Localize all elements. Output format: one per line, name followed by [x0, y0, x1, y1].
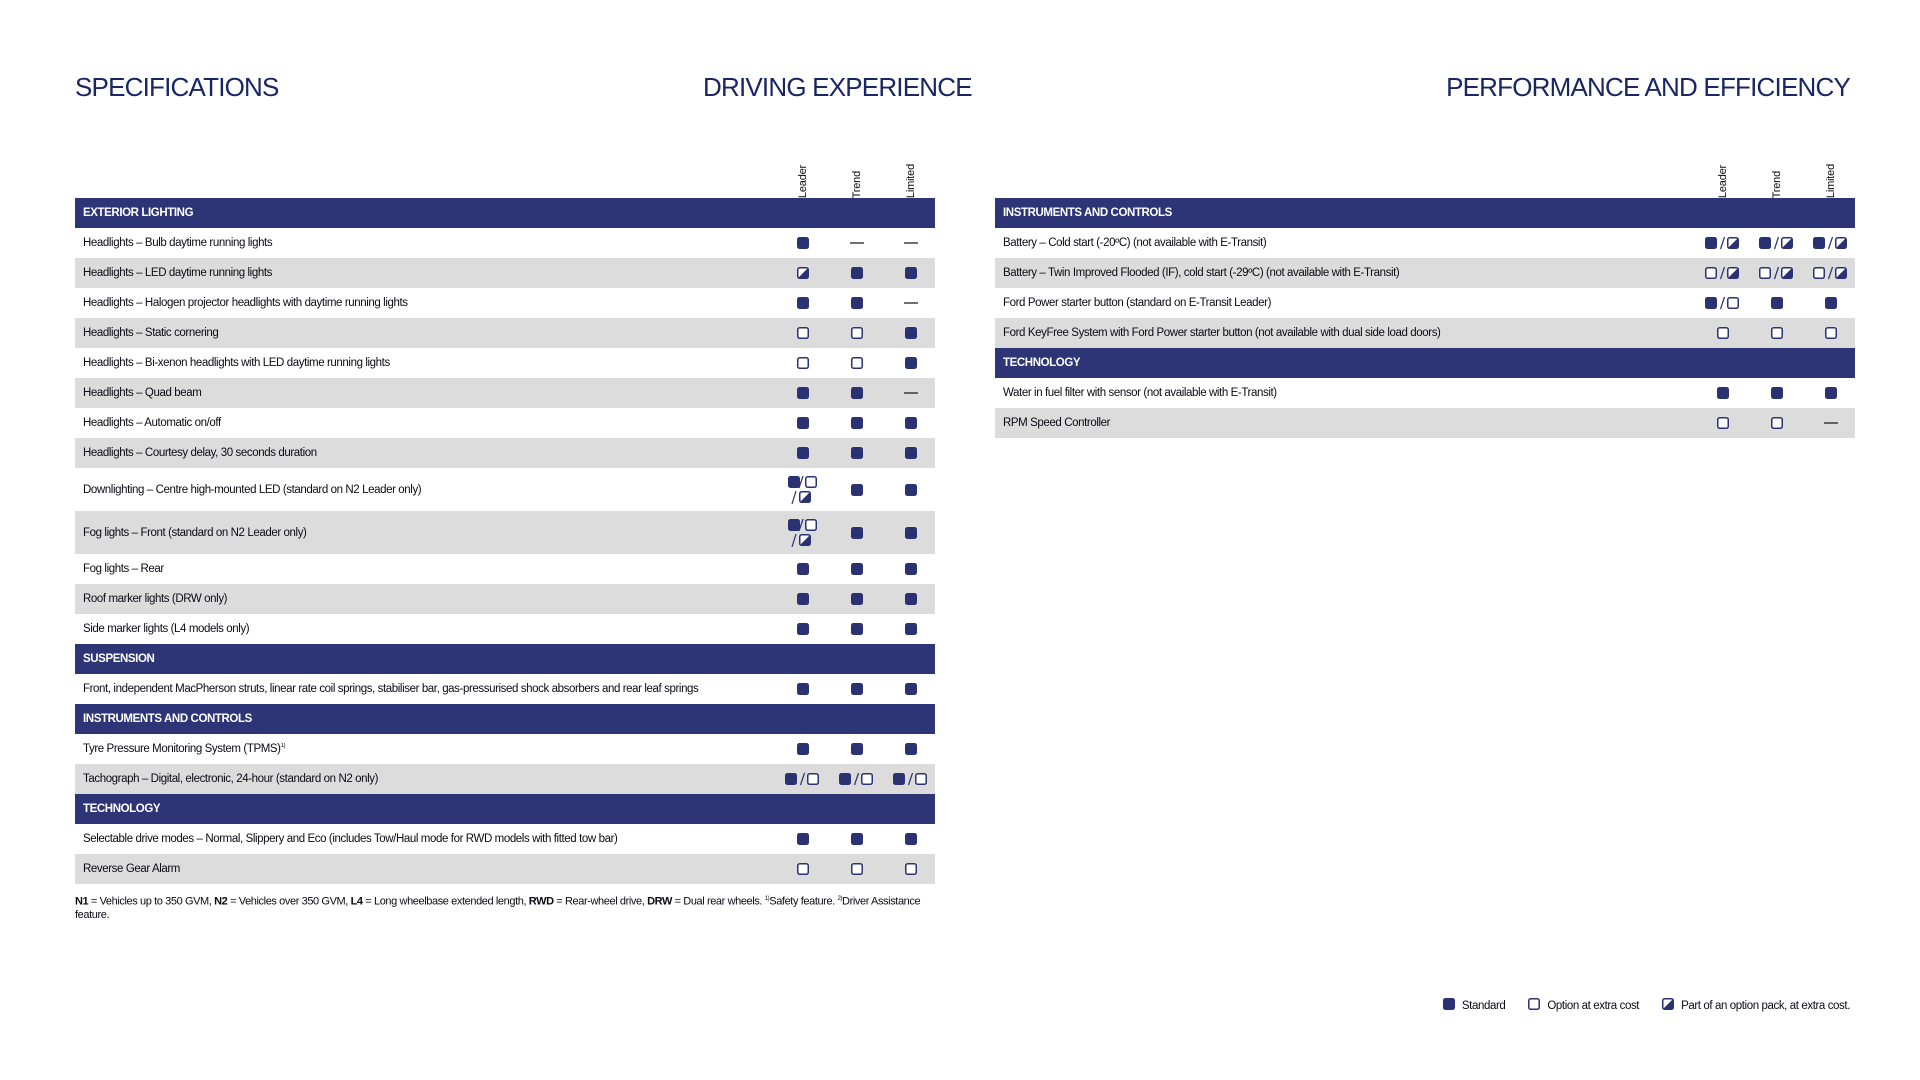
performance-efficiency-title: PERFORMANCE AND EFFICIENCY	[1446, 72, 1850, 102]
column-header-leader: Leader	[1717, 164, 1729, 198]
table-row	[75, 511, 935, 554]
row-label: Roof marker lights (DRW only)	[83, 593, 228, 605]
table-row	[75, 824, 935, 854]
section-header: SUSPENSION	[75, 644, 935, 674]
row-label: Front, independent MacPherson struts, linear rate coil springs, stabiliser bar, gas-pressurised shock absorbers and rear leaf springs	[83, 683, 699, 695]
legend-option	[1527, 997, 1639, 1014]
table-row	[75, 584, 935, 614]
table-row	[995, 258, 1855, 288]
row-label: Headlights – Bulb daytime running lights	[83, 237, 273, 249]
row-label: Headlights – LED daytime running lights	[83, 267, 272, 279]
row-label: Headlights – Static cornering	[83, 327, 219, 339]
table-row	[75, 438, 935, 468]
option-pack-icon	[1661, 997, 1675, 1014]
row-label: Battery – Cold start (-20ºC) (not available with E-Transit)	[1003, 237, 1267, 249]
table-row	[75, 554, 935, 584]
row-label: Downlighting – Centre high-mounted LED (standard on N2 Leader only)	[83, 483, 422, 496]
column-headers	[995, 152, 1855, 198]
row-label: Reverse Gear Alarm	[83, 863, 180, 875]
legend-standard	[1442, 997, 1505, 1014]
table-row	[75, 348, 935, 378]
legend-option-label: Option at extra cost	[1547, 999, 1640, 1012]
column-header-limited: Limited	[1825, 163, 1837, 198]
specifications-title: SPECIFICATIONS	[75, 72, 279, 102]
table-row	[75, 258, 935, 288]
row-label: Ford Power starter button (standard on E-Transit Leader)	[1003, 297, 1272, 309]
table-row	[75, 854, 935, 884]
legend	[1442, 997, 1850, 1014]
driving-experience-table	[75, 152, 935, 884]
table-row	[75, 764, 935, 794]
section-header: EXTERIOR LIGHTING	[75, 198, 935, 228]
table-row	[995, 318, 1855, 348]
table-row	[75, 228, 935, 258]
table-row	[75, 378, 935, 408]
row-label: Battery – Twin Improved Flooded (IF), cold start (-29ºC) (not available with E-Transit)	[1003, 267, 1400, 279]
column-header-limited: Limited	[905, 163, 917, 198]
section-header: TECHNOLOGY	[75, 794, 935, 824]
table-row	[995, 408, 1855, 438]
table-row	[75, 288, 935, 318]
table-row	[75, 318, 935, 348]
row-label: Headlights – Courtesy delay, 30 seconds duration	[83, 447, 317, 459]
row-label: Fog lights – Front (standard on N2 Leader only)	[83, 526, 307, 539]
legend-pack-label: Part of an option pack, at extra cost.	[1681, 999, 1850, 1012]
table-row	[995, 378, 1855, 408]
table-row	[995, 228, 1855, 258]
column-header-trend: Trend	[851, 170, 863, 198]
row-label: Selectable drive modes – Normal, Slippery and Eco (includes Tow/Haul mode for RWD models with fitted tow bar)	[83, 833, 618, 845]
section-header: TECHNOLOGY	[995, 348, 1855, 378]
row-label: RPM Speed Controller	[1003, 417, 1111, 429]
column-headers	[75, 152, 935, 198]
table-row	[75, 468, 935, 511]
row-label: Headlights – Quad beam	[83, 387, 202, 399]
standard-icon	[1442, 997, 1456, 1014]
table-row	[75, 674, 935, 704]
table-row	[75, 408, 935, 438]
row-label: Headlights – Automatic on/off	[83, 417, 221, 429]
row-label: Side marker lights (L4 models only)	[83, 623, 250, 635]
option-icon	[1527, 997, 1541, 1014]
row-label: Fog lights – Rear	[83, 563, 164, 575]
row-label: Tachograph – Digital, electronic, 24-hour (standard on N2 only)	[83, 773, 379, 785]
row-label: Headlights – Halogen projector headlights with daytime running lights	[83, 297, 408, 309]
column-header-trend: Trend	[1771, 170, 1783, 198]
row-label: Water in fuel filter with sensor (not available with E-Transit)	[1003, 387, 1277, 399]
row-label: Tyre Pressure Monitoring System (TPMS)$^{1)}$	[83, 743, 286, 755]
performance-efficiency-table	[995, 152, 1855, 438]
legend-pack	[1661, 997, 1850, 1014]
column-header-leader: Leader	[797, 164, 809, 198]
legend-standard-label: Standard	[1461, 999, 1506, 1012]
section-header: INSTRUMENTS AND CONTROLS	[75, 704, 935, 734]
table-row	[995, 288, 1855, 318]
table-row	[75, 614, 935, 644]
section-header: INSTRUMENTS AND CONTROLS	[995, 198, 1855, 228]
row-label: Ford KeyFree System with Ford Power starter button (not available with dual side load doors)	[1003, 327, 1441, 339]
table-row	[75, 734, 935, 764]
footnote: N1 = Vehicles up to 350 GVM, N2 = Vehicles over 350 GVM, L4 = Long wheelbase extended length, RWD = Rear-wheel drive, DRW = Dual rear wheels. $^{1)}$Safety feature. $^{2)}$Driver Assistance feature.	[75, 895, 921, 921]
driving-experience-title: DRIVING EXPERIENCE	[703, 72, 972, 102]
row-label: Headlights – Bi-xenon headlights with LED daytime running lights	[83, 357, 390, 369]
